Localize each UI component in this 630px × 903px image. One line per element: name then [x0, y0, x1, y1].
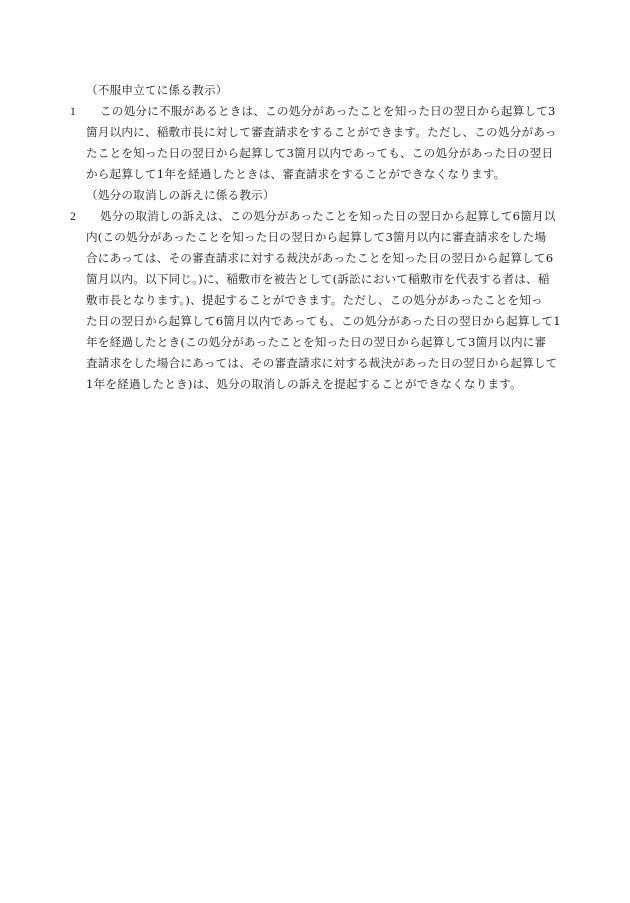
item-number: 1 — [70, 105, 76, 118]
text-line: 箇月以内に、稲敷市長に対して審査請求をすることができます。ただし、この処分があっ — [86, 125, 557, 139]
document-body — [68, 80, 561, 395]
text-line: 年を経過したとき(この処分があったことを知った日の翌日から起算して3箇月以内に審 — [86, 335, 547, 349]
text-line: 内(この処分があったことを知った日の翌日から起算して3箇月以内に審査請求をした場 — [86, 230, 547, 244]
text-line: 合にあっては、その審査請求に対する裁決があったことを知った日の翌日から起算して6 — [86, 251, 554, 265]
text-line: 処分の取消しの訴えは、この処分があったことを知った日の翌日から起算して6箇月以 — [100, 209, 556, 223]
text-line: た日の翌日から起算して6箇月以内であっても、この処分があった日の翌日から起算して1 — [86, 314, 561, 328]
text-line: から起算して1年を経過したときは、審査請求をすることができなくなります。 — [86, 167, 506, 181]
item-text — [86, 101, 557, 185]
text-line: 箇月以内。以下同じ。)に、稲敷市を被告として(訴訟において稲敷市を代表する者は、稲 — [86, 272, 550, 286]
text-line: この処分に不服があるときは、この処分があったことを知った日の翌日から起算して3 — [100, 104, 556, 118]
item-number: 2 — [70, 210, 76, 223]
text-line: たことを知った日の翌日から起算して3箇月以内であっても、この処分があった日の翌日 — [86, 146, 554, 160]
item-text — [86, 206, 561, 395]
section-item-objection — [68, 101, 557, 185]
section-item-revocation — [68, 206, 561, 395]
section-heading-objection: （不服申立てに係る教示） — [86, 83, 228, 97]
text-line: 1年を経過したとき)は、処分の取消しの訴えを提起することができなくなります。 — [86, 377, 522, 391]
section-heading-revocation: （処分の取消しの訴えに係る教示） — [86, 188, 275, 202]
text-line: 敷市長となります。)、提起することができます。ただし、この処分があったことを知っ — [86, 293, 543, 307]
text-line: 査請求をした場合にあっては、その審査請求に対する裁決があった日の翌日から起算して — [86, 356, 558, 370]
